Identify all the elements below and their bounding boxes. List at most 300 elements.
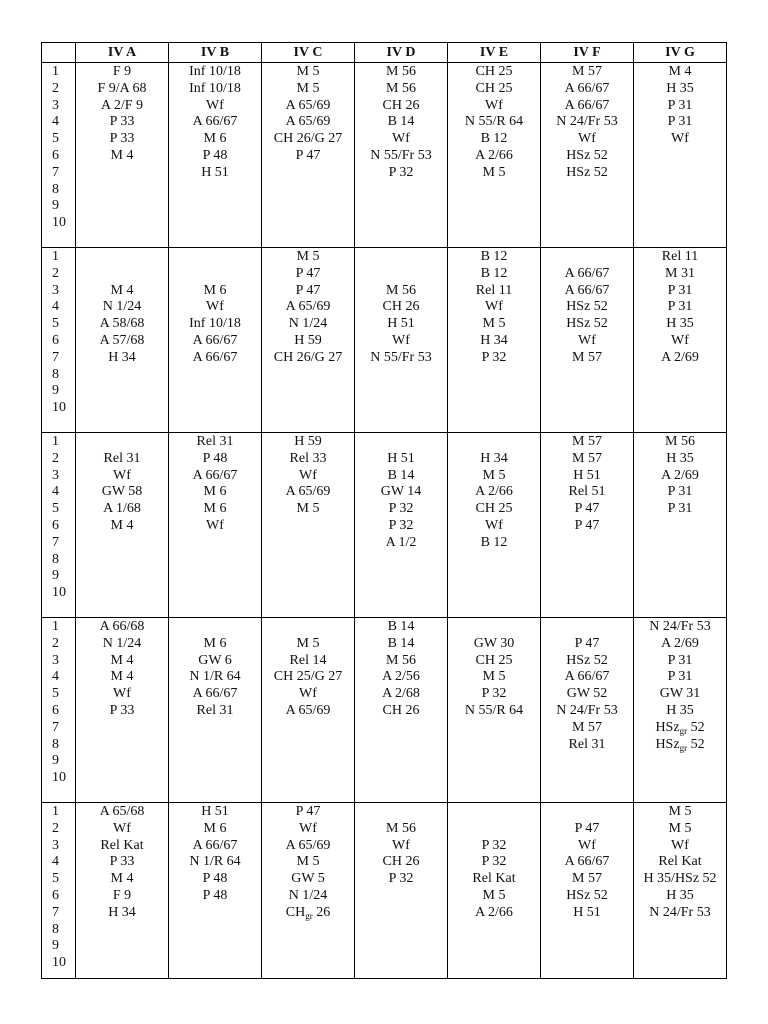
lesson-entry xyxy=(76,400,168,417)
lesson-entry: A 2/68 xyxy=(382,686,420,702)
lesson-entry: CH 26/G 27 xyxy=(273,349,343,365)
lesson-entry: GW 58 xyxy=(101,484,143,500)
lesson-entry: HSz 52 xyxy=(566,164,608,180)
lesson-entry xyxy=(355,753,447,770)
lesson-entry: A 66/67 xyxy=(192,686,238,702)
lesson-entry: M 5 xyxy=(668,820,692,836)
period-number: 5 xyxy=(52,316,59,332)
lesson-entry: CH 25/G 27 xyxy=(273,669,343,685)
lesson-entry: A 66/67 xyxy=(564,854,610,870)
lesson-entry: A 1/2 xyxy=(385,534,417,550)
schedule-cell xyxy=(169,248,262,433)
lesson-entry: M 5 xyxy=(296,501,320,517)
lesson-entry: F 9/A 68 xyxy=(97,80,147,96)
lesson-entry: Wf xyxy=(578,332,596,348)
lesson-entry: F 9 xyxy=(112,887,132,903)
lesson-entry: M 6 xyxy=(203,635,227,651)
period-number: 8 xyxy=(52,921,59,937)
lesson-entry xyxy=(262,182,354,199)
lesson-entry: Rel 31 xyxy=(196,702,234,718)
period-number: 3 xyxy=(52,97,59,113)
lesson-entry: A 2/69 xyxy=(661,635,699,651)
lesson-entry: CH 26 xyxy=(382,702,420,718)
lesson-entry xyxy=(448,770,540,787)
period-number: 10 xyxy=(52,585,66,601)
lesson-entry xyxy=(169,535,261,552)
lesson-entry xyxy=(355,249,447,266)
lesson-entry xyxy=(448,619,540,636)
lesson-entry: H 59 xyxy=(294,434,322,449)
lesson-entry xyxy=(262,753,354,770)
period-number: 2 xyxy=(52,635,59,651)
period-number: 4 xyxy=(52,669,59,685)
period-number: 2 xyxy=(52,820,59,836)
lesson-entry xyxy=(448,367,540,384)
lesson-entry: P 47 xyxy=(295,265,321,281)
lesson-entry: Wf xyxy=(578,131,596,147)
day-block-row xyxy=(42,248,727,433)
period-number: 10 xyxy=(52,955,66,971)
lesson-entry xyxy=(355,568,447,585)
lesson-entry xyxy=(541,938,633,955)
lesson-entry xyxy=(262,535,354,552)
lesson-entry: N 24/Fr 53 xyxy=(556,702,618,718)
lesson-entry: CH 26 xyxy=(382,854,420,870)
lesson-entry xyxy=(448,215,540,232)
lesson-entry xyxy=(169,249,261,266)
lesson-entry xyxy=(76,922,168,939)
lesson-entry: N 1/24 xyxy=(288,316,328,332)
lesson-entry: A 66/68 xyxy=(99,619,145,634)
period-number: 8 xyxy=(52,551,59,567)
lesson-entry xyxy=(355,552,447,569)
period-number: 7 xyxy=(52,904,59,920)
lesson-entry xyxy=(76,198,168,215)
lesson-entry xyxy=(355,367,447,384)
lesson-entry xyxy=(634,585,726,602)
lesson-entry: P 32 xyxy=(481,349,507,365)
lesson-entry: Inf 10/18 xyxy=(189,316,241,332)
period-number: 3 xyxy=(52,837,59,853)
lesson-entry: Rel 31 xyxy=(196,434,234,449)
lesson-entry: HSz 52 xyxy=(566,316,608,332)
lesson-entry xyxy=(355,400,447,417)
period-number: 9 xyxy=(52,383,59,399)
lesson-entry: GW 6 xyxy=(198,652,232,668)
lesson-entry: P 32 xyxy=(388,164,414,180)
lesson-entry: GW 52 xyxy=(566,686,608,702)
lesson-entry xyxy=(448,922,540,939)
lesson-entry: A 65/69 xyxy=(285,97,331,113)
lesson-entry xyxy=(634,770,726,787)
period-number: 7 xyxy=(52,164,59,180)
lesson-entry: P 47 xyxy=(574,635,600,651)
lesson-entry: N 55/Fr 53 xyxy=(370,349,432,365)
schedule-cell xyxy=(355,618,448,803)
lesson-entry: M 5 xyxy=(296,635,320,651)
period-number: 6 xyxy=(52,517,59,533)
lesson-entry: CH 26/G 27 xyxy=(273,131,343,147)
lesson-entry: P 32 xyxy=(481,686,507,702)
schedule-cell xyxy=(262,248,355,433)
lesson-entry: A 65/69 xyxy=(285,484,331,500)
lesson-entry: Wf xyxy=(113,820,131,836)
lesson-entry: M 5 xyxy=(668,804,692,819)
lesson-entry: M 4 xyxy=(110,282,134,298)
period-number: 5 xyxy=(52,871,59,887)
lesson-entry xyxy=(169,737,261,754)
lesson-entry xyxy=(541,804,633,821)
period-number-cell xyxy=(42,248,76,433)
lesson-entry: Rel 31 xyxy=(568,736,606,752)
lesson-entry xyxy=(541,383,633,400)
lesson-entry xyxy=(634,535,726,552)
lesson-entry: H 51 xyxy=(387,450,415,466)
lesson-entry: Wf xyxy=(671,332,689,348)
schedule-cell xyxy=(634,248,727,433)
lesson-entry: A 66/67 xyxy=(564,97,610,113)
lesson-entry xyxy=(355,804,447,821)
lesson-entry: N 55/R 64 xyxy=(464,114,524,130)
lesson-entry xyxy=(76,568,168,585)
lesson-entry xyxy=(76,182,168,199)
lesson-entry xyxy=(541,552,633,569)
schedule-cell xyxy=(541,803,634,979)
lesson-entry: Wf xyxy=(671,837,689,853)
header-row xyxy=(42,43,727,63)
lesson-entry xyxy=(76,535,168,552)
lesson-entry: N 1/24 xyxy=(288,887,328,903)
lesson-entry: M 56 xyxy=(665,434,695,449)
lesson-entry: Rel 31 xyxy=(103,450,141,466)
lesson-entry xyxy=(76,552,168,569)
lesson-entry: N 24/Fr 53 xyxy=(649,619,711,634)
lesson-entry: M 56 xyxy=(386,64,416,79)
lesson-entry xyxy=(541,955,633,972)
lesson-entry: B 14 xyxy=(387,635,415,651)
lesson-entry xyxy=(76,737,168,754)
lesson-entry: CH 25 xyxy=(475,501,513,517)
class-header: IV C xyxy=(262,43,355,63)
schedule-cell xyxy=(448,618,541,803)
period-number: 9 xyxy=(52,938,59,954)
lesson-entry: B 12 xyxy=(480,265,508,281)
period-number: 4 xyxy=(52,484,59,500)
lesson-entry: P 31 xyxy=(667,484,693,500)
lesson-entry: M 6 xyxy=(203,501,227,517)
lesson-entry: M 4 xyxy=(668,64,692,79)
lesson-entry xyxy=(355,182,447,199)
lesson-entry: M 5 xyxy=(482,467,506,483)
lesson-entry: A 58/68 xyxy=(99,316,145,332)
lesson-entry: P 47 xyxy=(295,282,321,298)
lesson-entry: M 56 xyxy=(386,282,416,298)
schedule-cell xyxy=(355,433,448,618)
schedule-cell xyxy=(634,433,727,618)
lesson-entry: A 2/66 xyxy=(475,147,513,163)
lesson-entry: M 31 xyxy=(665,265,695,281)
lesson-entry: M 57 xyxy=(572,434,602,449)
lesson-entry: H 35 xyxy=(666,80,694,96)
lesson-entry: N 1/R 64 xyxy=(189,854,241,870)
lesson-entry: Wf xyxy=(113,467,131,483)
lesson-entry xyxy=(355,585,447,602)
lesson-entry: Wf xyxy=(299,820,317,836)
schedule-cell xyxy=(76,433,169,618)
lesson-entry: Rel Kat xyxy=(472,871,516,887)
lesson-entry xyxy=(448,198,540,215)
class-header: IV D xyxy=(355,43,448,63)
lesson-entry: M 5 xyxy=(296,249,320,264)
lesson-entry xyxy=(76,753,168,770)
class-header: IV A xyxy=(76,43,169,63)
lesson-entry: A 65/68 xyxy=(99,804,145,819)
lesson-entry: A 66/67 xyxy=(564,80,610,96)
lesson-entry xyxy=(76,383,168,400)
lesson-entry: B 12 xyxy=(480,534,508,550)
lesson-entry xyxy=(448,720,540,737)
lesson-entry: M 4 xyxy=(110,147,134,163)
lesson-entry xyxy=(634,955,726,972)
lesson-entry xyxy=(262,720,354,737)
lesson-entry: Rel 11 xyxy=(475,282,513,298)
lesson-entry xyxy=(448,182,540,199)
period-number: 7 xyxy=(52,349,59,365)
lesson-entry: P 48 xyxy=(202,147,228,163)
day-block-row xyxy=(42,63,727,248)
period-number: 2 xyxy=(52,450,59,466)
schedule-cell xyxy=(169,803,262,979)
lesson-entry: P 31 xyxy=(667,97,693,113)
class-header: IV G xyxy=(634,43,727,63)
lesson-entry: B 14 xyxy=(387,114,415,130)
lesson-entry: M 4 xyxy=(110,871,134,887)
lesson-entry: H 34 xyxy=(480,332,508,348)
lesson-entry: H 51 xyxy=(573,467,601,483)
lesson-entry-subscripted: HSz$_{gr}$ 52 xyxy=(655,719,705,736)
lesson-entry: A 65/69 xyxy=(285,114,331,130)
lesson-entry xyxy=(541,182,633,199)
lesson-entry xyxy=(76,434,168,451)
lesson-entry: P 33 xyxy=(109,702,135,718)
lesson-entry: Wf xyxy=(206,517,224,533)
lesson-entry: Wf xyxy=(671,131,689,147)
lesson-entry xyxy=(76,249,168,266)
lesson-entry xyxy=(262,922,354,939)
lesson-entry: Wf xyxy=(578,837,596,853)
period-number: 9 xyxy=(52,753,59,769)
lesson-entry xyxy=(262,938,354,955)
lesson-entry: H 51 xyxy=(201,804,229,819)
lesson-entry xyxy=(262,737,354,754)
lesson-entry: Wf xyxy=(299,467,317,483)
header-corner xyxy=(42,43,76,63)
lesson-entry: H 34 xyxy=(108,904,136,920)
lesson-entry xyxy=(169,215,261,232)
lesson-entry: N 1/24 xyxy=(102,299,142,315)
lesson-entry xyxy=(355,922,447,939)
lesson-entry: A 1/68 xyxy=(103,501,141,517)
lesson-entry xyxy=(541,215,633,232)
lesson-entry: Wf xyxy=(113,686,131,702)
lesson-entry xyxy=(262,367,354,384)
lesson-entry: P 32 xyxy=(481,837,507,853)
lesson-entry: HSz 52 xyxy=(566,887,608,903)
schedule-cell xyxy=(355,248,448,433)
day-block-row xyxy=(42,433,727,618)
lesson-entry xyxy=(169,955,261,972)
lesson-entry xyxy=(169,938,261,955)
lesson-entry: Wf xyxy=(299,686,317,702)
lesson-entry: Wf xyxy=(392,837,410,853)
lesson-entry xyxy=(76,266,168,283)
schedule-cell xyxy=(634,803,727,979)
lesson-entry: M 5 xyxy=(482,887,506,903)
lesson-entry: A 57/68 xyxy=(99,332,145,348)
period-number: 7 xyxy=(52,719,59,735)
lesson-entry xyxy=(448,552,540,569)
lesson-entry xyxy=(541,753,633,770)
period-number: 4 xyxy=(52,299,59,315)
lesson-entry xyxy=(355,737,447,754)
lesson-entry: P 31 xyxy=(667,669,693,685)
lesson-entry xyxy=(355,383,447,400)
day-block-row xyxy=(42,803,727,979)
lesson-entry: P 47 xyxy=(295,147,321,163)
lesson-entry xyxy=(355,720,447,737)
schedule-cell xyxy=(448,803,541,979)
period-number: 2 xyxy=(52,265,59,281)
lesson-entry: P 48 xyxy=(202,871,228,887)
lesson-entry xyxy=(541,585,633,602)
lesson-entry: M 5 xyxy=(482,669,506,685)
lesson-entry: P 33 xyxy=(109,854,135,870)
lesson-entry: H 35 xyxy=(666,887,694,903)
lesson-entry xyxy=(169,720,261,737)
lesson-entry: A 2/66 xyxy=(475,904,513,920)
lesson-entry: M 57 xyxy=(572,349,602,365)
schedule-cell xyxy=(169,618,262,803)
lesson-entry xyxy=(355,888,447,905)
lesson-entry: CH 26 xyxy=(382,299,420,315)
lesson-entry xyxy=(355,770,447,787)
lesson-entry: A 66/67 xyxy=(192,349,238,365)
lesson-entry: Wf xyxy=(485,97,503,113)
lesson-entry xyxy=(262,568,354,585)
lesson-entry: N 1/R 64 xyxy=(189,669,241,685)
schedule-cell xyxy=(262,63,355,248)
lesson-entry: M 5 xyxy=(296,854,320,870)
lesson-entry xyxy=(262,215,354,232)
lesson-entry xyxy=(448,737,540,754)
timetable xyxy=(41,42,727,979)
lesson-entry: HSz 52 xyxy=(566,299,608,315)
lesson-entry: P 33 xyxy=(109,114,135,130)
period-number-cell xyxy=(42,803,76,979)
lesson-entry: M 4 xyxy=(110,652,134,668)
lesson-entry xyxy=(169,922,261,939)
lesson-entry: M 57 xyxy=(572,871,602,887)
lesson-entry: H 34 xyxy=(108,349,136,365)
schedule-cell xyxy=(634,63,727,248)
lesson-entry: CH 25 xyxy=(475,64,513,79)
lesson-entry xyxy=(262,770,354,787)
lesson-entry xyxy=(169,198,261,215)
schedule-cell xyxy=(541,618,634,803)
lesson-entry xyxy=(448,400,540,417)
lesson-entry: CH 26 xyxy=(382,97,420,113)
lesson-entry: GW 30 xyxy=(473,635,515,651)
day-block-row xyxy=(42,618,727,803)
lesson-entry xyxy=(634,383,726,400)
lesson-entry xyxy=(541,535,633,552)
period-number: 1 xyxy=(52,619,59,634)
lesson-entry: M 56 xyxy=(386,652,416,668)
period-number: 1 xyxy=(52,249,59,264)
lesson-entry: P 32 xyxy=(388,501,414,517)
lesson-entry: P 31 xyxy=(667,299,693,315)
lesson-entry: Rel 33 xyxy=(289,450,327,466)
lesson-entry: M 6 xyxy=(203,131,227,147)
schedule-cell xyxy=(76,63,169,248)
lesson-entry xyxy=(634,552,726,569)
period-number: 6 xyxy=(52,887,59,903)
lesson-entry xyxy=(169,182,261,199)
lesson-entry: Wf xyxy=(392,131,410,147)
schedule-cell xyxy=(448,433,541,618)
lesson-entry xyxy=(169,266,261,283)
lesson-entry: A 66/67 xyxy=(564,669,610,685)
lesson-entry: H 59 xyxy=(294,332,322,348)
lesson-entry: Wf xyxy=(485,517,503,533)
schedule-cell xyxy=(76,618,169,803)
lesson-entry xyxy=(355,266,447,283)
period-number: 8 xyxy=(52,736,59,752)
lesson-entry: P 47 xyxy=(295,804,321,819)
lesson-entry xyxy=(355,905,447,922)
lesson-entry xyxy=(355,198,447,215)
lesson-entry: M 5 xyxy=(296,64,320,79)
lesson-entry xyxy=(169,770,261,787)
lesson-entry: Wf xyxy=(206,299,224,315)
period-number: 8 xyxy=(52,366,59,382)
lesson-entry: N 55/Fr 53 xyxy=(370,147,432,163)
lesson-entry: P 48 xyxy=(202,450,228,466)
schedule-cell xyxy=(355,63,448,248)
lesson-entry: Inf 10/18 xyxy=(189,80,241,96)
period-number: 9 xyxy=(52,568,59,584)
lesson-entry: M 5 xyxy=(296,80,320,96)
lesson-entry xyxy=(76,165,168,182)
lesson-entry xyxy=(634,922,726,939)
lesson-entry: GW 14 xyxy=(380,484,422,500)
lesson-entry xyxy=(169,753,261,770)
schedule-cell xyxy=(169,433,262,618)
lesson-entry xyxy=(262,165,354,182)
lesson-entry xyxy=(76,720,168,737)
lesson-entry: A 66/67 xyxy=(192,332,238,348)
lesson-entry xyxy=(541,198,633,215)
lesson-entry: H 35 xyxy=(666,450,694,466)
period-number: 6 xyxy=(52,332,59,348)
lesson-entry: A 66/67 xyxy=(192,467,238,483)
period-number-cell xyxy=(42,63,76,248)
lesson-entry: A 66/67 xyxy=(192,114,238,130)
lesson-entry: P 48 xyxy=(202,887,228,903)
lesson-entry: H 51 xyxy=(201,164,229,180)
lesson-entry: P 47 xyxy=(574,501,600,517)
period-number: 1 xyxy=(52,434,59,449)
